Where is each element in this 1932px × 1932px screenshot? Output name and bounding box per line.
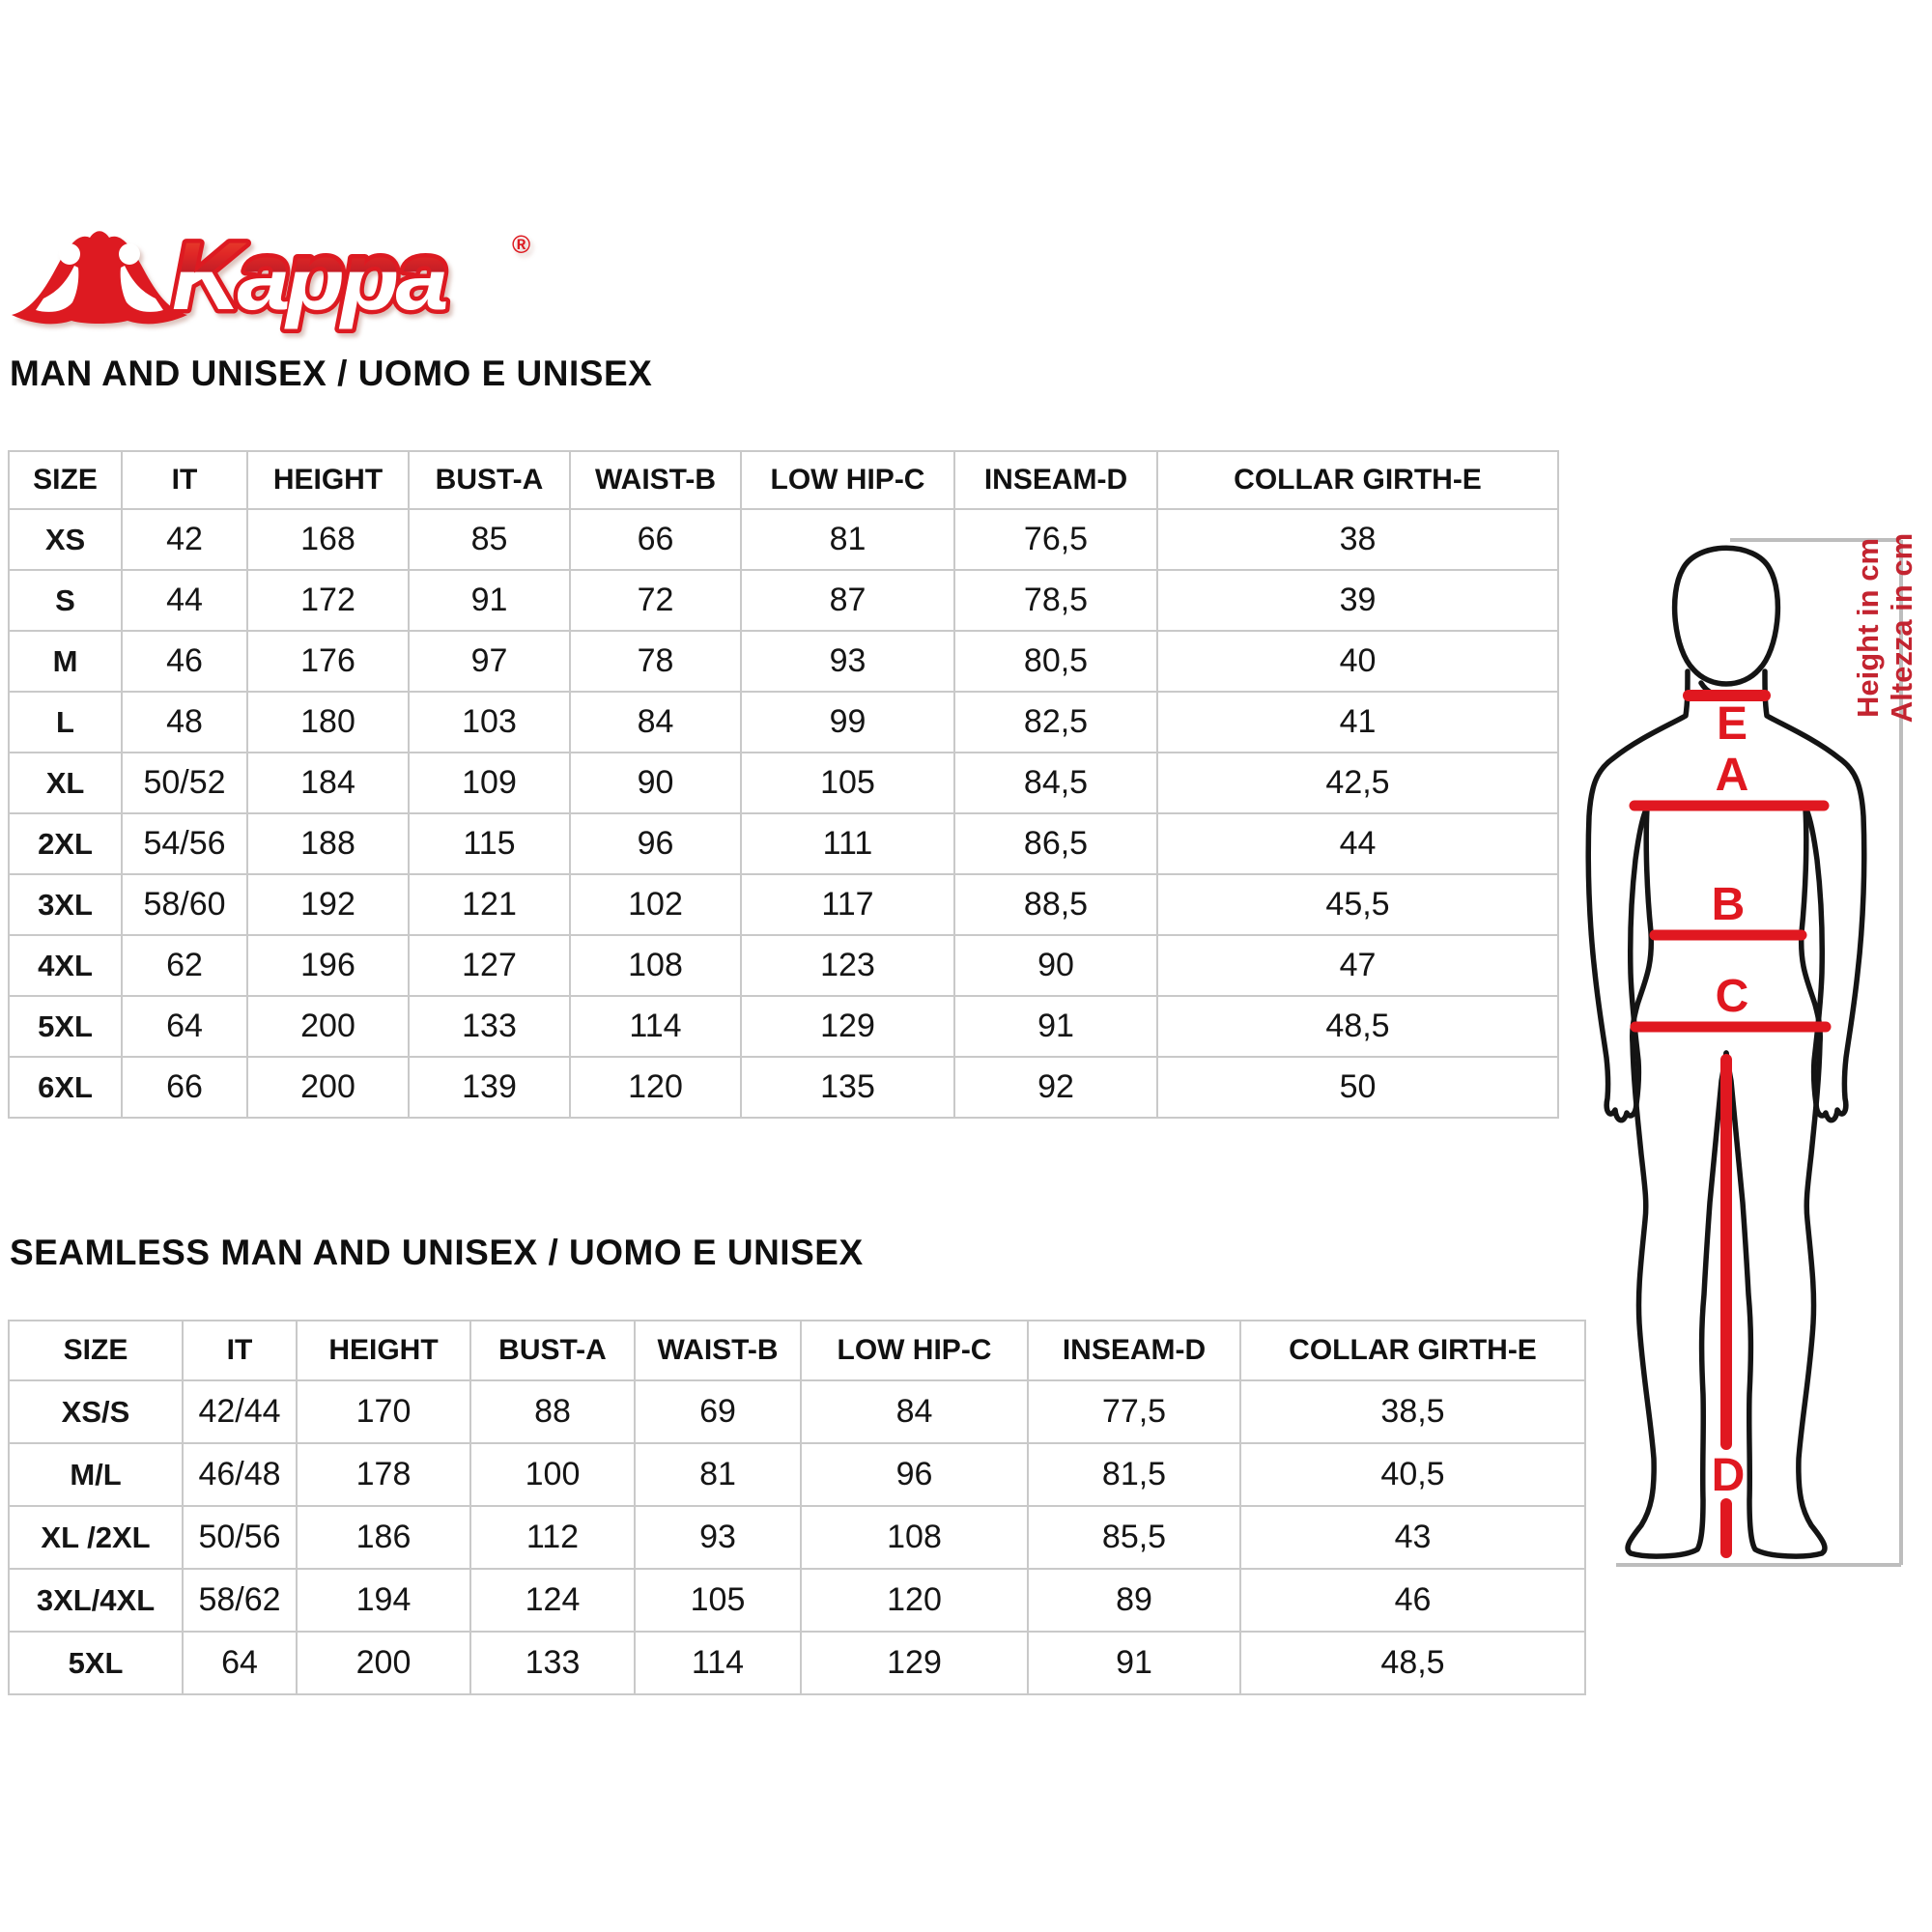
value-cell: 46 xyxy=(122,631,247,692)
size-cell: L xyxy=(9,692,122,753)
value-cell: 44 xyxy=(1157,813,1558,874)
column-header: INSEAM-D xyxy=(1028,1321,1240,1380)
value-cell: 81,5 xyxy=(1028,1443,1240,1506)
value-cell: 48,5 xyxy=(1240,1632,1585,1694)
size-row xyxy=(9,509,1558,570)
value-cell: 50 xyxy=(1157,1057,1558,1118)
value-cell: 90 xyxy=(570,753,741,813)
value-cell: 90 xyxy=(954,935,1157,996)
waist-label-b: B xyxy=(1711,879,1746,930)
value-cell: 69 xyxy=(635,1380,801,1443)
column-header: SIZE xyxy=(9,1321,183,1380)
value-cell: 172 xyxy=(247,570,409,631)
value-cell: 41 xyxy=(1157,692,1558,753)
size-cell: 6XL xyxy=(9,1057,122,1118)
value-cell: 77,5 xyxy=(1028,1380,1240,1443)
value-cell: 114 xyxy=(570,996,741,1057)
value-cell: 45,5 xyxy=(1157,874,1558,935)
value-cell: 196 xyxy=(247,935,409,996)
value-cell: 120 xyxy=(801,1569,1028,1632)
size-row xyxy=(9,935,1558,996)
value-cell: 50/52 xyxy=(122,753,247,813)
value-cell: 42 xyxy=(122,509,247,570)
value-cell: 47 xyxy=(1157,935,1558,996)
column-header: WAIST-B xyxy=(570,451,741,509)
value-cell: 133 xyxy=(409,996,570,1057)
header-row xyxy=(9,1321,1585,1380)
collar-label-e: E xyxy=(1716,698,1748,750)
value-cell: 91 xyxy=(1028,1632,1240,1694)
value-cell: 43 xyxy=(1240,1506,1585,1569)
body-measurement-diagram xyxy=(1560,526,1932,1579)
value-cell: 97 xyxy=(409,631,570,692)
value-cell: 40,5 xyxy=(1240,1443,1585,1506)
kappa-logo xyxy=(10,220,551,334)
size-row xyxy=(9,1380,1585,1443)
value-cell: 102 xyxy=(570,874,741,935)
size-row xyxy=(9,1569,1585,1632)
value-cell: 58/62 xyxy=(183,1569,297,1632)
value-cell: 78 xyxy=(570,631,741,692)
size-cell: S xyxy=(9,570,122,631)
value-cell: 62 xyxy=(122,935,247,996)
section-heading-seamless-man-unisex: SEAMLESS MAN AND UNISEX / UOMO E UNISEX xyxy=(10,1233,864,1272)
value-cell: 64 xyxy=(183,1632,297,1694)
value-cell: 120 xyxy=(570,1057,741,1118)
size-row xyxy=(9,753,1558,813)
size-cell: M/L xyxy=(9,1443,183,1506)
kappa-omini-icon xyxy=(12,231,187,324)
value-cell: 135 xyxy=(741,1057,954,1118)
column-header: LOW HIP-C xyxy=(801,1321,1028,1380)
value-cell: 180 xyxy=(247,692,409,753)
registered-mark: ® xyxy=(512,230,531,259)
value-cell: 39 xyxy=(1157,570,1558,631)
value-cell: 46 xyxy=(1240,1569,1585,1632)
value-cell: 80,5 xyxy=(954,631,1157,692)
value-cell: 123 xyxy=(741,935,954,996)
value-cell: 188 xyxy=(247,813,409,874)
value-cell: 105 xyxy=(635,1569,801,1632)
column-header: HEIGHT xyxy=(247,451,409,509)
value-cell: 176 xyxy=(247,631,409,692)
value-cell: 109 xyxy=(409,753,570,813)
size-row xyxy=(9,1443,1585,1506)
value-cell: 112 xyxy=(470,1506,635,1569)
value-cell: 111 xyxy=(741,813,954,874)
size-cell: 5XL xyxy=(9,1632,183,1694)
value-cell: 184 xyxy=(247,753,409,813)
size-table-seamless-man-unisex xyxy=(8,1320,1586,1695)
brand-wordmark: Kappa xyxy=(172,222,445,329)
bust-label-a: A xyxy=(1715,750,1749,801)
value-cell: 81 xyxy=(635,1443,801,1506)
size-row xyxy=(9,813,1558,874)
value-cell: 105 xyxy=(741,753,954,813)
value-cell: 99 xyxy=(741,692,954,753)
size-row xyxy=(9,1057,1558,1118)
size-row xyxy=(9,874,1558,935)
header-row xyxy=(9,451,1558,509)
value-cell: 96 xyxy=(570,813,741,874)
size-row xyxy=(9,996,1558,1057)
value-cell: 115 xyxy=(409,813,570,874)
value-cell: 44 xyxy=(122,570,247,631)
value-cell: 42/44 xyxy=(183,1380,297,1443)
size-cell: 3XL xyxy=(9,874,122,935)
size-cell: 2XL xyxy=(9,813,122,874)
size-cell: XS xyxy=(9,509,122,570)
size-cell: XS/S xyxy=(9,1380,183,1443)
value-cell: 86,5 xyxy=(954,813,1157,874)
size-cell: XL /2XL xyxy=(9,1506,183,1569)
value-cell: 192 xyxy=(247,874,409,935)
size-cell: 3XL/4XL xyxy=(9,1569,183,1632)
column-header: BUST-A xyxy=(470,1321,635,1380)
value-cell: 54/56 xyxy=(122,813,247,874)
inseam-label-d: D xyxy=(1711,1450,1746,1501)
value-cell: 82,5 xyxy=(954,692,1157,753)
size-cell: 4XL xyxy=(9,935,122,996)
value-cell: 89 xyxy=(1028,1569,1240,1632)
size-cell: 5XL xyxy=(9,996,122,1057)
value-cell: 88 xyxy=(470,1380,635,1443)
value-cell: 168 xyxy=(247,509,409,570)
value-cell: 66 xyxy=(122,1057,247,1118)
value-cell: 91 xyxy=(409,570,570,631)
column-header: IT xyxy=(183,1321,297,1380)
value-cell: 200 xyxy=(297,1632,470,1694)
column-header: HEIGHT xyxy=(297,1321,470,1380)
value-cell: 58/60 xyxy=(122,874,247,935)
value-cell: 38,5 xyxy=(1240,1380,1585,1443)
value-cell: 38 xyxy=(1157,509,1558,570)
column-header: LOW HIP-C xyxy=(741,451,954,509)
hip-label-c: C xyxy=(1715,971,1749,1022)
value-cell: 103 xyxy=(409,692,570,753)
value-cell: 200 xyxy=(247,996,409,1057)
column-header: BUST-A xyxy=(409,451,570,509)
value-cell: 200 xyxy=(247,1057,409,1118)
value-cell: 46/48 xyxy=(183,1443,297,1506)
size-table-man-unisex xyxy=(8,450,1559,1119)
value-cell: 76,5 xyxy=(954,509,1157,570)
column-header: INSEAM-D xyxy=(954,451,1157,509)
column-header: SIZE xyxy=(9,451,122,509)
value-cell: 194 xyxy=(297,1569,470,1632)
value-cell: 170 xyxy=(297,1380,470,1443)
value-cell: 127 xyxy=(409,935,570,996)
height-note-en: Height in cm xyxy=(1851,537,1885,719)
value-cell: 42,5 xyxy=(1157,753,1558,813)
measurement-lines xyxy=(1634,696,1826,1552)
value-cell: 48,5 xyxy=(1157,996,1558,1057)
value-cell: 124 xyxy=(470,1569,635,1632)
value-cell: 78,5 xyxy=(954,570,1157,631)
size-row xyxy=(9,1632,1585,1694)
column-header: COLLAR GIRTH-E xyxy=(1240,1321,1585,1380)
value-cell: 93 xyxy=(741,631,954,692)
value-cell: 108 xyxy=(801,1506,1028,1569)
value-cell: 66 xyxy=(570,509,741,570)
value-cell: 96 xyxy=(801,1443,1028,1506)
value-cell: 40 xyxy=(1157,631,1558,692)
size-cell: M xyxy=(9,631,122,692)
column-header: IT xyxy=(122,451,247,509)
value-cell: 100 xyxy=(470,1443,635,1506)
value-cell: 129 xyxy=(801,1632,1028,1694)
value-cell: 178 xyxy=(297,1443,470,1506)
value-cell: 85 xyxy=(409,509,570,570)
value-cell: 129 xyxy=(741,996,954,1057)
value-cell: 85,5 xyxy=(1028,1506,1240,1569)
value-cell: 84 xyxy=(801,1380,1028,1443)
size-row xyxy=(9,631,1558,692)
column-header: COLLAR GIRTH-E xyxy=(1157,451,1558,509)
value-cell: 133 xyxy=(470,1632,635,1694)
value-cell: 84,5 xyxy=(954,753,1157,813)
value-cell: 81 xyxy=(741,509,954,570)
value-cell: 121 xyxy=(409,874,570,935)
value-cell: 48 xyxy=(122,692,247,753)
height-note-it: Altezza in cm xyxy=(1885,532,1918,724)
value-cell: 87 xyxy=(741,570,954,631)
value-cell: 72 xyxy=(570,570,741,631)
value-cell: 117 xyxy=(741,874,954,935)
value-cell: 108 xyxy=(570,935,741,996)
value-cell: 139 xyxy=(409,1057,570,1118)
size-row xyxy=(9,1506,1585,1569)
value-cell: 84 xyxy=(570,692,741,753)
value-cell: 93 xyxy=(635,1506,801,1569)
value-cell: 91 xyxy=(954,996,1157,1057)
size-cell: XL xyxy=(9,753,122,813)
section-heading-man-unisex: MAN AND UNISEX / UOMO E UNISEX xyxy=(10,354,653,393)
value-cell: 64 xyxy=(122,996,247,1057)
column-header: WAIST-B xyxy=(635,1321,801,1380)
value-cell: 114 xyxy=(635,1632,801,1694)
value-cell: 186 xyxy=(297,1506,470,1569)
size-row xyxy=(9,692,1558,753)
value-cell: 92 xyxy=(954,1057,1157,1118)
size-row xyxy=(9,570,1558,631)
value-cell: 88,5 xyxy=(954,874,1157,935)
value-cell: 50/56 xyxy=(183,1506,297,1569)
